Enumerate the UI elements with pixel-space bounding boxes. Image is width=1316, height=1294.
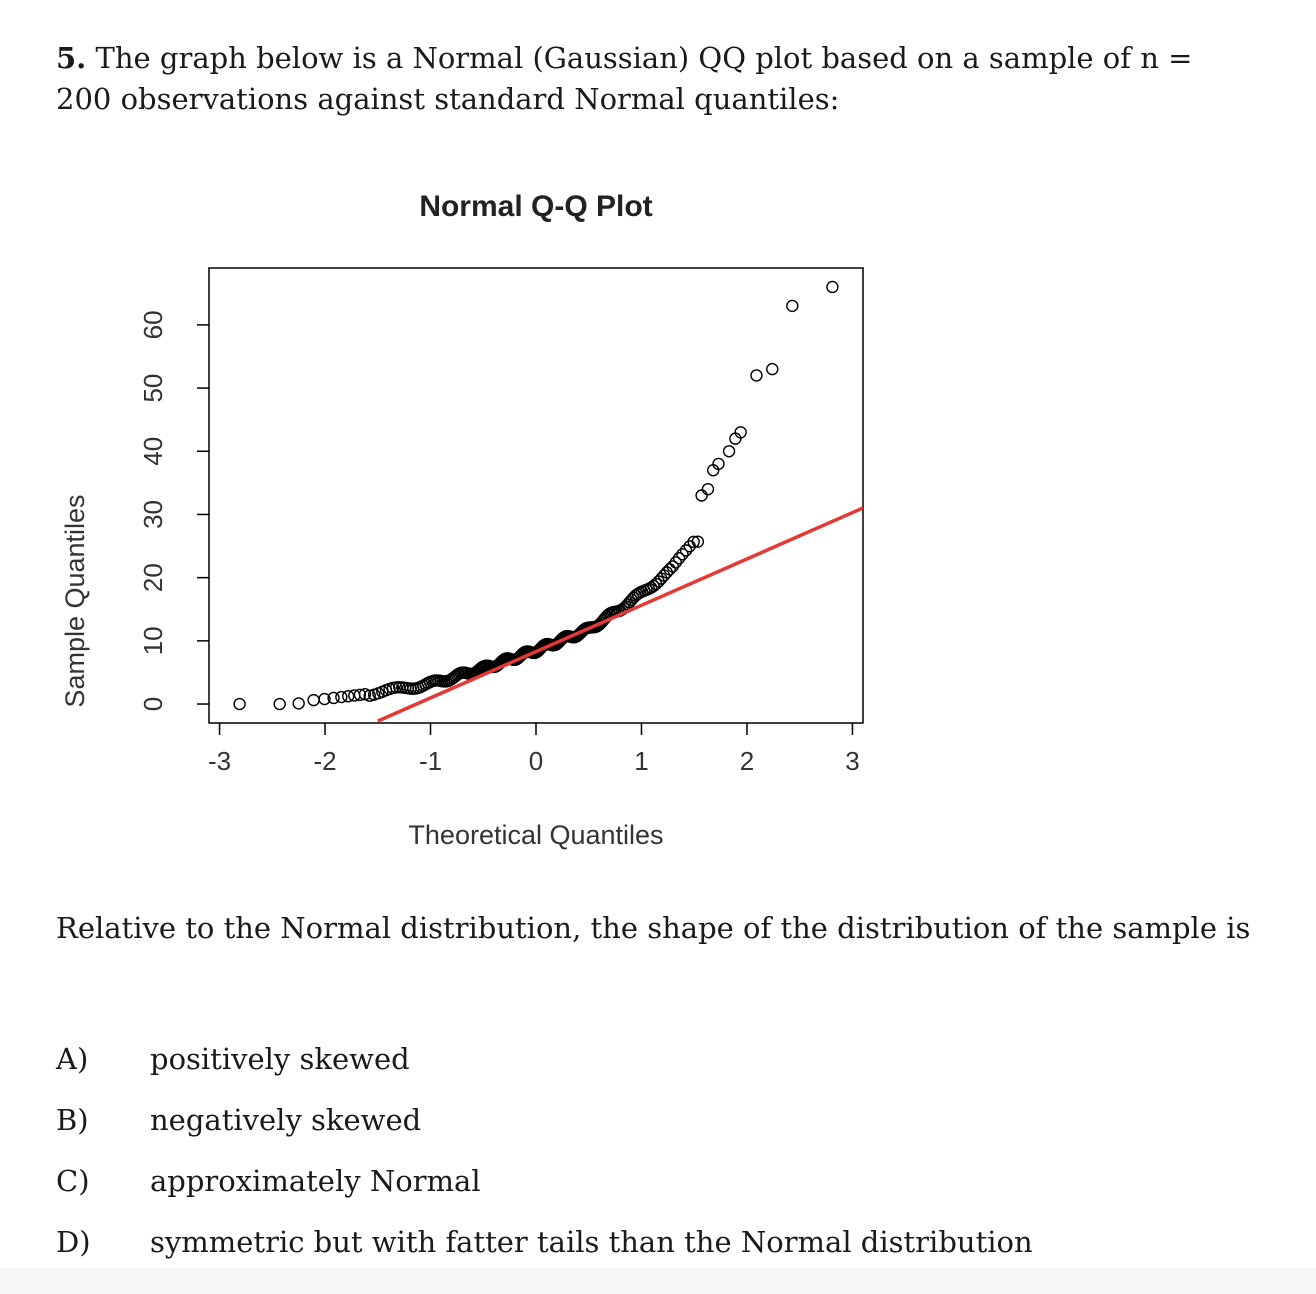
x-tick-label: 0	[528, 746, 544, 776]
y-tick-label: 0	[138, 696, 168, 712]
y-tick-label: 20	[138, 563, 168, 593]
option-d-letter: D)	[56, 1224, 91, 1259]
x-tick-label: -1	[418, 746, 443, 776]
option-d-text: symmetric but with fatter tails than the Normal distribution	[150, 1224, 1033, 1259]
option-c-text: approximately Normal	[150, 1163, 481, 1198]
x-tick-label: 3	[845, 746, 860, 776]
y-tick-label: 60	[138, 310, 168, 340]
sample-point-extreme	[696, 490, 707, 501]
footer-bar	[0, 1268, 1316, 1294]
x-axis-label: Theoretical Quantiles	[408, 820, 664, 850]
sample-point-extreme	[702, 484, 713, 495]
chart-title: Normal Q-Q Plot	[419, 190, 653, 223]
sample-point-extreme	[293, 698, 304, 709]
reference-line-group	[378, 508, 863, 721]
sample-point-extreme	[751, 370, 762, 381]
question-prompt: Relative to the Normal distribution, the shape of the distribution of the sample is	[56, 911, 1251, 945]
answer-options	[56, 1028, 1256, 1272]
option-a-text: positively skewed	[150, 1041, 410, 1076]
x-tick-label: 2	[739, 746, 755, 776]
plot-layer	[138, 268, 863, 776]
x-tick-label: -3	[207, 746, 232, 776]
option-a-letter: A)	[56, 1041, 89, 1076]
option-b-text: negatively skewed	[150, 1102, 422, 1137]
option-c[interactable]	[56, 1150, 1256, 1211]
question-body: The graph below is a Normal (Gaussian) QQ plot based on a sample of n = 200 observations against standard Normal quantiles:	[56, 41, 1193, 116]
option-b[interactable]	[56, 1089, 1256, 1150]
sample-point-extreme	[724, 446, 735, 457]
sample-points	[234, 281, 838, 709]
sample-point	[308, 695, 319, 706]
sample-point-extreme	[274, 699, 285, 710]
sample-point-extreme	[827, 281, 838, 292]
option-d[interactable]	[56, 1211, 1256, 1272]
y-tick-label: 40	[138, 436, 168, 466]
question-number: 5.	[56, 41, 87, 75]
option-a[interactable]	[56, 1028, 1256, 1089]
sample-point-extreme	[234, 699, 245, 710]
y-axis-label: Sample Quantiles	[60, 494, 90, 708]
qq-plot-chart	[0, 160, 900, 880]
y-tick-label: 50	[138, 373, 168, 403]
reference-line	[378, 508, 863, 721]
option-b-letter: B)	[56, 1102, 89, 1137]
y-tick-label: 30	[138, 499, 168, 529]
x-tick-label: -2	[313, 746, 337, 776]
y-tick-label: 10	[138, 626, 168, 656]
x-tick-label: 1	[634, 746, 649, 776]
option-c-letter: C)	[56, 1163, 90, 1198]
question-text	[56, 38, 1256, 120]
sample-point-extreme	[767, 364, 778, 375]
sample-point-extreme	[787, 300, 798, 311]
qq-plot-svg	[0, 160, 900, 880]
